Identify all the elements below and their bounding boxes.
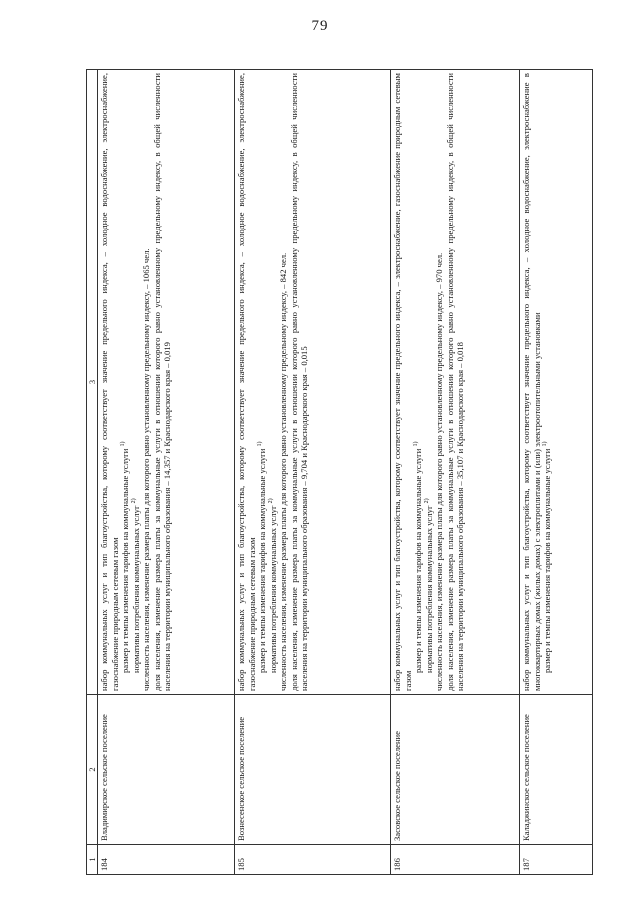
tariffs-text: размер и темпы изменения тарифов на коммунальные услуги $^{1)}$ <box>542 441 553 673</box>
row-number: 187 <box>520 845 593 875</box>
row-number: 184 <box>98 845 235 875</box>
tariffs-text: размер и темпы изменения тарифов на коммунальные услуги $^{1)}$ <box>120 441 131 673</box>
rotated-page-content <box>86 70 586 875</box>
population-share-text: доля населения, изменение размера платы за коммунальные услуги в отношении которого равно установленному предельному индексу, в общей численности населения на территории муниципального образования – 14,357 и Краснодарского края – 0,019 <box>151 73 173 691</box>
row-description <box>235 70 391 695</box>
table-row-187 <box>520 70 593 875</box>
row-number: 185 <box>235 845 391 875</box>
population-share-text: доля населения, изменение размера платы за коммунальные услуги в отношении которого равно установленному предельному индексу, в общей численности населения на территории муниципального образования – 35,107 и Краснодарского края – 0,018 <box>444 73 466 691</box>
column-header-2: 2 <box>87 695 98 845</box>
tariffs-text: размер и темпы изменения тарифов на коммунальные услуги $^{1)}$ <box>257 441 268 673</box>
population-text: численность населения, изменение размера платы для которого равно установленному предельному индексу, – 842 чел. <box>278 252 289 691</box>
data-table <box>86 69 593 875</box>
services-set-text: набор коммунальных услуг и тип благоустройства, которому соответствует значение предельного индекса, – холодное водоснабжение, электроснабжение, газоснабжение природным сетевым газом <box>236 73 257 691</box>
settlement-name: Вознесенское сельское поселение <box>235 695 391 845</box>
table-row-186 <box>391 70 520 875</box>
norms-text: нормативы потребления коммунальных услуг $^{2)}$ <box>423 498 434 673</box>
tariffs-text: размер и темпы изменения тарифов на коммунальные услуги $^{1)}$ <box>413 441 424 673</box>
norms-text: нормативы потребления коммунальных услуг $^{2)}$ <box>130 498 141 673</box>
services-set-text: набор коммунальных услуг и тип благоустройства, которому соответствует значение предельного индекса, – электроснабжение, газоснабжение природным сетевым газом <box>392 73 413 691</box>
column-header-1: 1 <box>87 845 98 875</box>
settlement-name: Владимирское сельское поселение <box>98 695 235 845</box>
table-header-row <box>87 70 98 875</box>
services-set-text: набор коммунальных услуг и тип благоустройства, которому соответствует значение предельного индекса, – холодное водоснабжение, электроснабжение в многоквартирных домах (жилых домах) с электроплитами и (или) электроотопительными установками <box>521 73 542 691</box>
table-row-184 <box>98 70 235 875</box>
row-description <box>520 70 593 695</box>
norms-text: нормативы потребления коммунальных услуг $^{2)}$ <box>267 498 278 673</box>
settlement-name: Засовское сельское поселение <box>391 695 520 845</box>
table-wrapper <box>86 70 586 875</box>
population-share-text: доля населения, изменение размера платы за коммунальные услуги в отношении которого равно установленному предельному индексу, в общей численности населения на территории муниципального образования – 9,704 и Краснодарского края – 0,015 <box>288 73 310 691</box>
settlement-name: Каладжинское сельское поселение <box>520 695 593 845</box>
column-header-3: 3 <box>87 70 98 695</box>
row-number: 186 <box>391 845 520 875</box>
row-description <box>391 70 520 695</box>
page-number: 79 <box>311 18 329 34</box>
table-row-185 <box>235 70 391 875</box>
row-description <box>98 70 235 695</box>
services-set-text: набор коммунальных услуг и тип благоустройства, которому соответствует значение предельного индекса, – холодное водоснабжение, электроснабжение, газоснабжение природным сетевым газом <box>99 73 120 691</box>
population-text: численность населения, изменение размера платы для которого равно установленному предельному индексу, – 1065 чел. <box>141 248 152 691</box>
population-text: численность населения, изменение размера платы для которого равно установленному предельному индексу, – 970 чел. <box>434 252 445 691</box>
